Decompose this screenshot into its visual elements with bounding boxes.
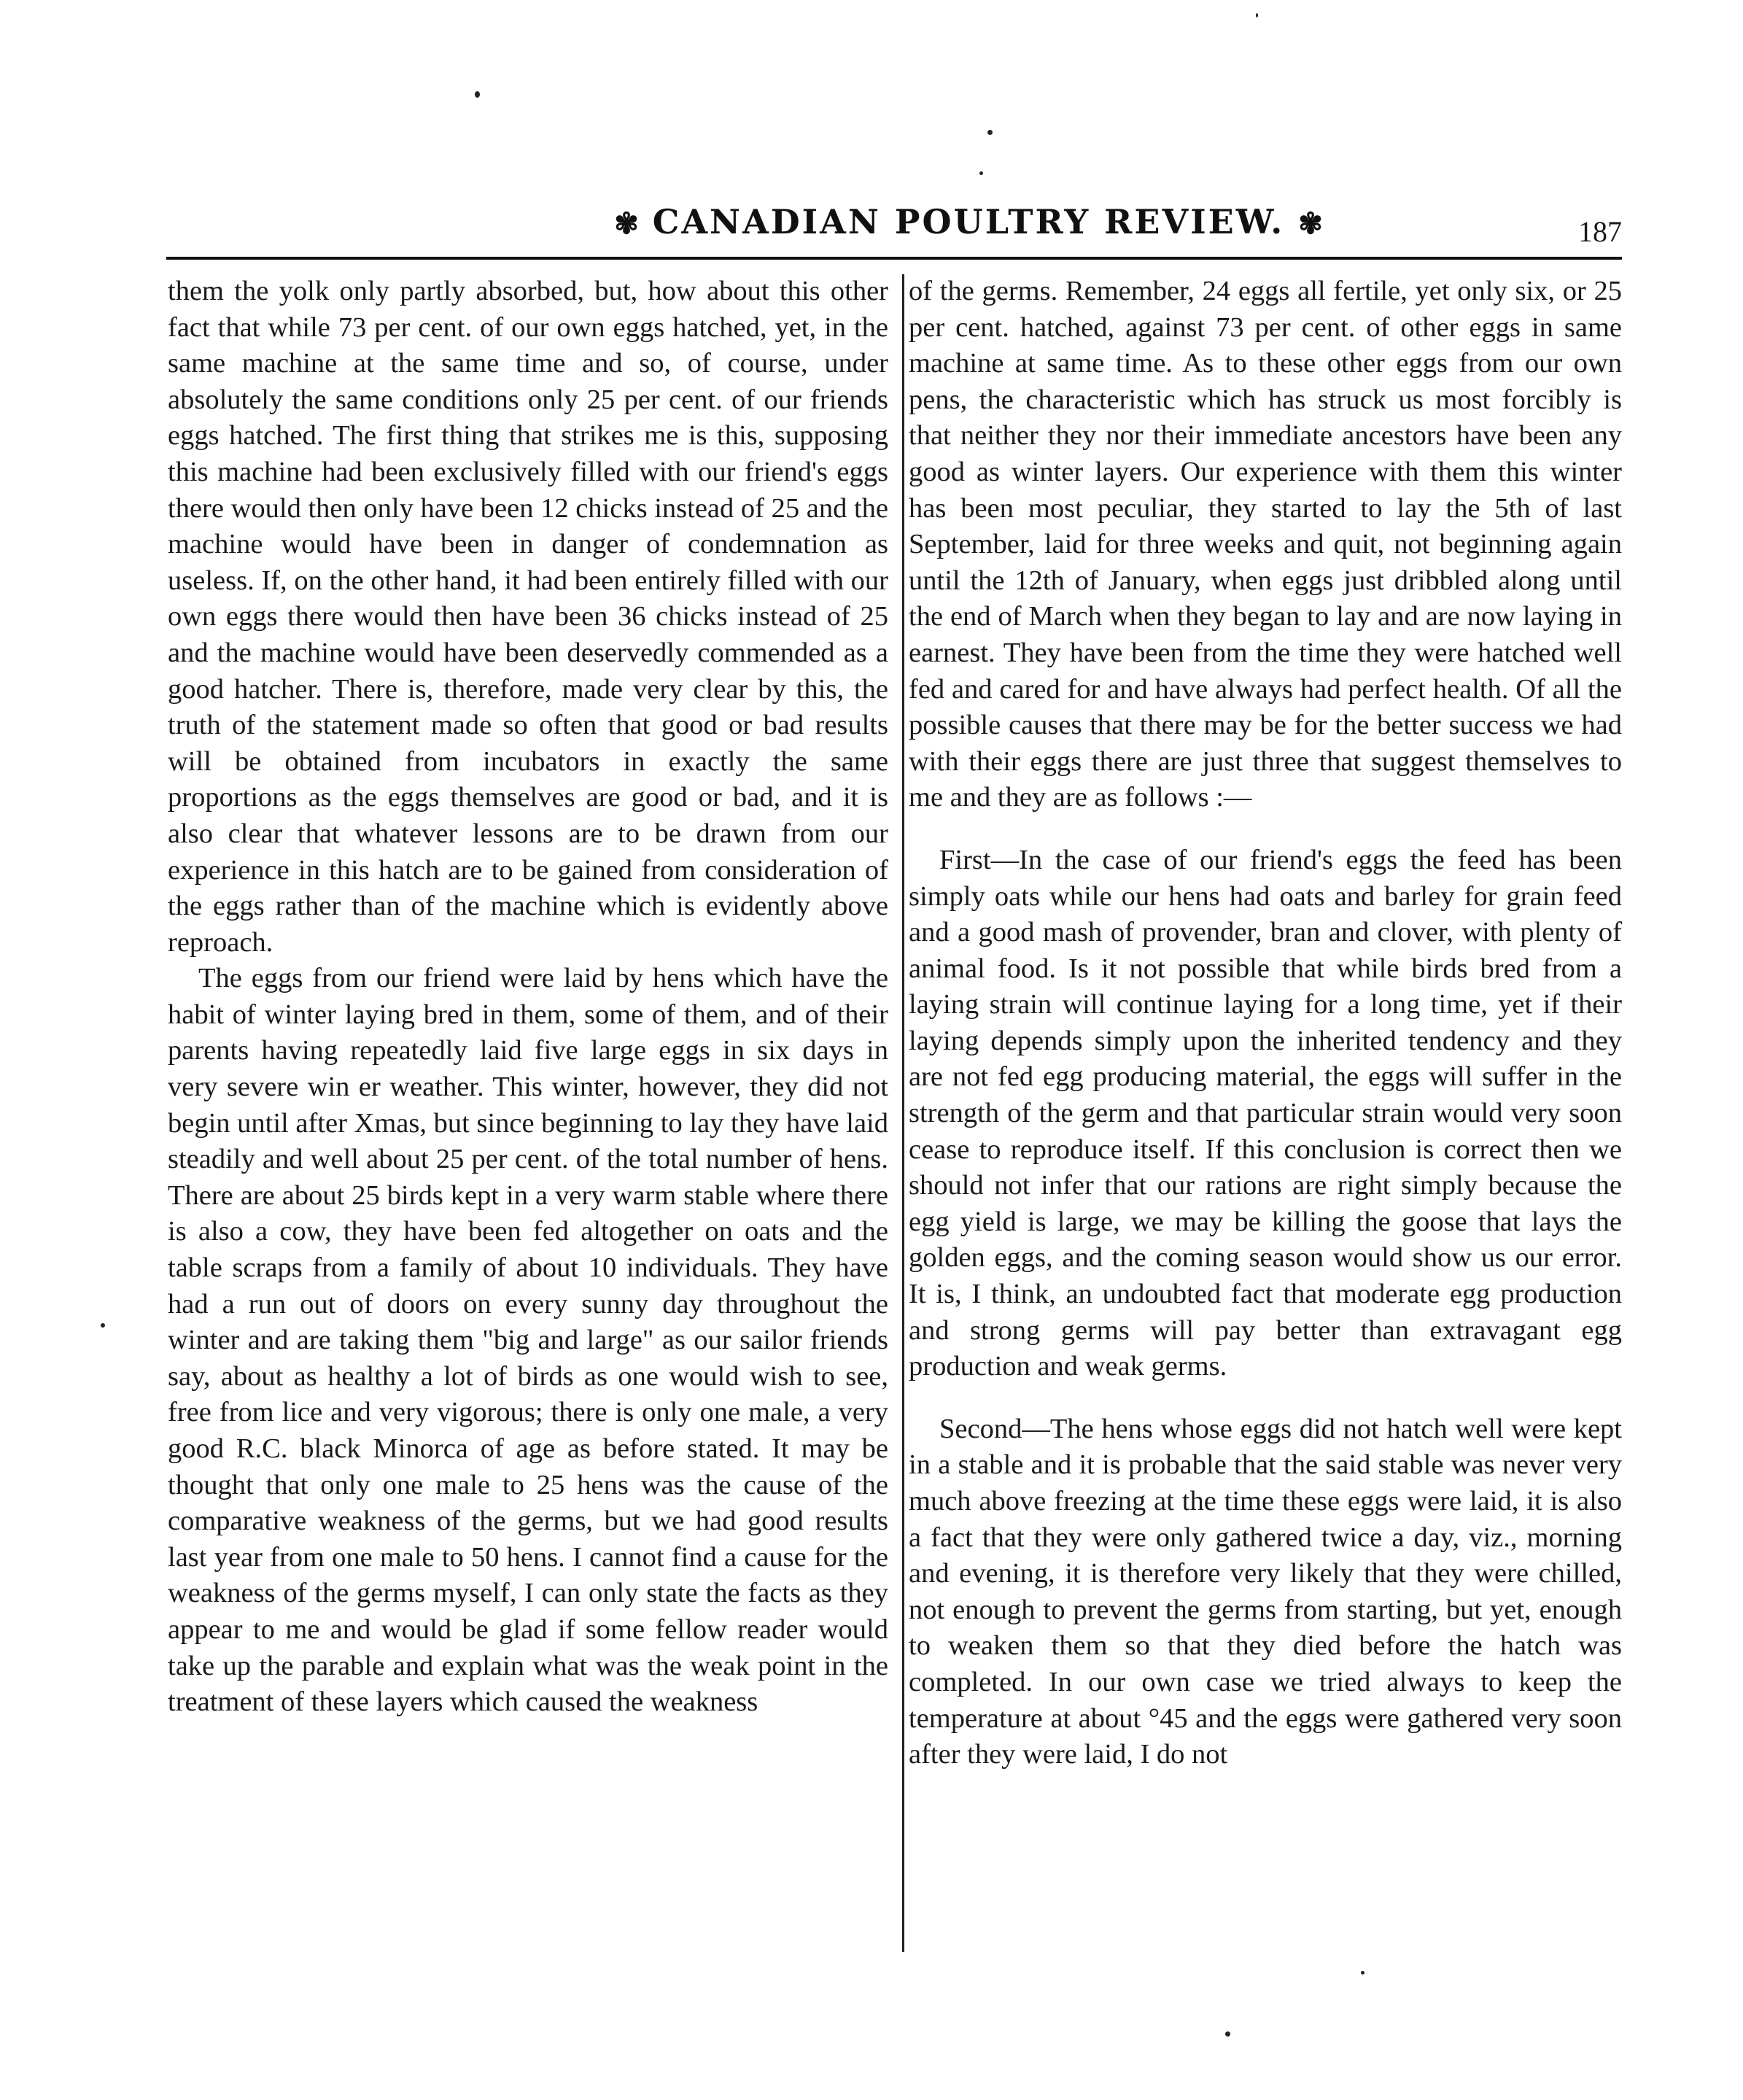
right-ornament-icon: ✾ <box>1298 206 1323 241</box>
left-ornament-icon: ✾ <box>614 206 639 241</box>
left-column <box>168 274 888 1721</box>
scan-speck <box>475 91 480 98</box>
body-paragraph: them the yolk only partly absorbed, but, how about this other fact that while 73 per cent. of our own eggs hatched, yet, in the same machine at the same time and so, of course, under absolutely the same conditions only 25 per cent. of our friends eggs hatched. The first thing that strikes me is this, supposing this machine had been exclusively filled with our friend's eggs there would then only have been 12 chicks instead of 25 and the machine would have been in danger of condemnation as useless. If, on the other hand, it had been entirely filled with our own eggs there would then have been 36 chicks instead of 25 and the machine would have been deservedly commended as a good hatcher. There is, therefore, made very clear by this, the truth of the statement made so often that good or bad results will be obtained from incubators in exactly the same proportions as the eggs themselves are good or bad, and it is also clear that whatever lessons are to be drawn from our experience in this hatch are to be gained from consideration of the eggs rather than of the machine which is evidently above reproach. <box>168 276 888 958</box>
scan-speck <box>1225 2031 1230 2037</box>
masthead-title: CANADIAN POULTRY REVIEW. <box>652 202 1285 241</box>
body-paragraph: First—In the case of our friend's eggs the feed has been simply oats while our hens had oats and barley for grain feed and a good mash of provender, bran and clover, with plenty of animal food. Is it not possible that while birds bred from a laying strain will continue laying for a long time, yet if their laying depends simply upon the inherited tendency and they are not fed egg producing material, the eggs will suffer in the strength of the germ and that particular strain would very soon cease to reproduce itself. If this conclusion is correct then we should not infer that our rations are right simply because the egg yield is large, we may be killing the goose that lays the golden eggs, and the coming season would show us our error. It is, I think, an undoubted fact that moderate egg production and strong germs will pay better than extravagant egg production and weak germs. <box>909 844 1622 1382</box>
header-rule <box>166 257 1622 260</box>
body-paragraph: The eggs from our friend were laid by hens which have the habit of winter laying bred in them, some of them, and of their parents having repeatedly laid five large eggs in six days in very severe win er weather. This winter, however, they did not begin until after Xmas, but since beginning to lay they have laid steadily and well about 25 per cent. of the total number of hens. There are about 25 birds kept in a very warm stable where there is also a cow, they have been fed altogether on oats and the table scraps from a family of about 10 individuals. They have had a run out of doors on every sunny day throughout the winter and are taking them "big and large" as our sailor friends say, about as healthy a lot of birds as one would wish to see, free from lice and very vigorous; there is only one male, a very good R.C. black Minorca of age as before stated. It may be thought that only one male to 25 hens was the cause of the comparative weakness of the germs, but we had good results last year from one male to 50 hens. I cannot find a cause for the weakness of the germs myself, I can only state the facts as they appear to me and would be glad if some fellow reader would take up the parable and explain what was the weak point in the treatment of these layers which caused the weakness <box>168 963 888 1718</box>
body-paragraph: Second—The hens whose eggs did not hatch well were kept in a stable and it is probable that the said stable was never very much above freezing at the time these eggs were laid, it is also a fact that they were only gathered twice a day, viz., morning and evening, it is therefore very likely that they were chilled, not enough to prevent the germs from starting, but yet, enough to weaken them so that they died before the hatch was completed. In our own case we tried always to keep the temperature at about °45 and the eggs were gathered very soon after they were laid, I do not <box>909 1413 1622 1770</box>
page-header <box>166 191 1622 257</box>
masthead <box>604 191 1333 252</box>
scan-speck <box>1361 1971 1364 1975</box>
scan-speck <box>1256 13 1258 18</box>
scan-speck <box>987 130 993 135</box>
page-number: 187 <box>1578 215 1622 248</box>
right-column <box>909 274 1622 1773</box>
column-divider <box>902 274 904 1952</box>
body-paragraph: of the germs. Remember, 24 eggs all fertile, yet only six, or 25 per cent. hatched, against 73 per cent. of other eggs in same machine at same time. As to these other eggs from our own pens, the characteristic which has struck us most forcibly is that neither they nor their immediate ancestors have been any good as winter layers. Our experience with them this winter has been most peculiar, they started to lay the 5th of last September, laid for three weeks and quit, not beginning again until the 12th of January, when eggs just dribbled along until the end of March when they began to lay and are now laying in earnest. They have been from the time they were hatched well fed and cared for and have always had perfect health. Of all the possible causes that there may be for the better success we had with their eggs there are just three that suggest themselves to me and they are as follows :— <box>909 276 1622 813</box>
scan-speck <box>979 171 983 175</box>
scan-speck <box>101 1323 105 1328</box>
